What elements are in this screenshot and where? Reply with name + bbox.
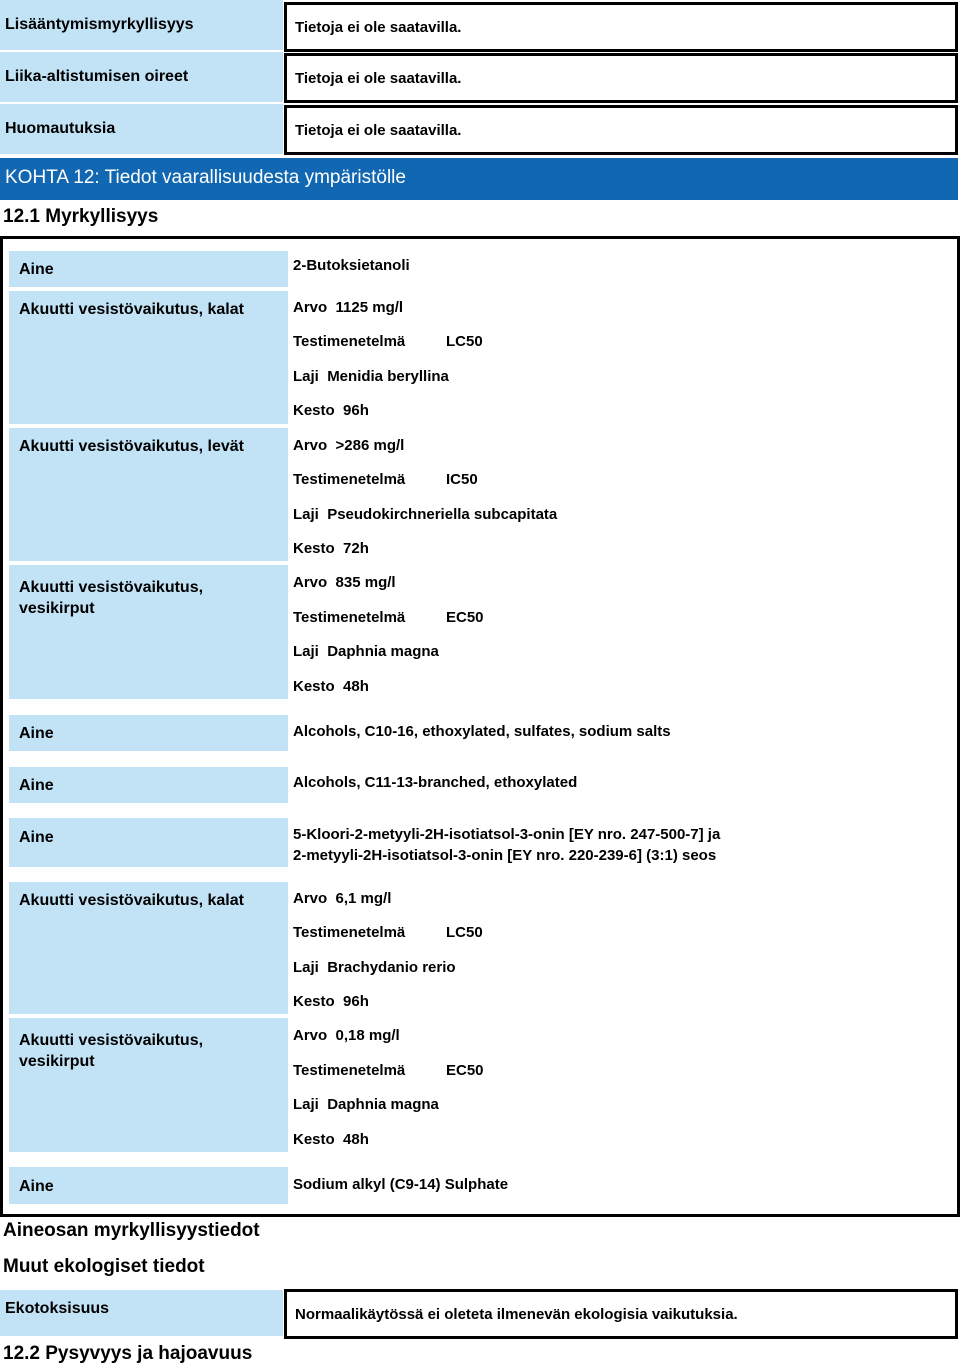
kesto-value: 48h <box>343 1131 369 1148</box>
laji-line <box>293 643 439 660</box>
aine-label: Aine <box>9 767 288 803</box>
kesto-line <box>293 540 369 557</box>
aine-label: Aine <box>9 1167 288 1204</box>
method-value: LC50 <box>446 924 483 941</box>
effect-label-line1: Akuutti vesistövaikutus, <box>19 579 204 596</box>
arvo-value: 6,1 mg/l <box>335 890 392 907</box>
substance-name-line1: 5-Kloori-2-metyyli-2H-isotiatsol-3-onin [EY nro. 247-500-7] ja <box>293 826 721 843</box>
arvo-key: Arvo <box>293 1027 328 1044</box>
laji-key: Laji <box>293 1096 319 1113</box>
laji-value: Brachydanio rerio <box>327 959 456 976</box>
arvo-line <box>293 890 391 907</box>
laji-key: Laji <box>293 959 319 976</box>
arvo-value: >286 mg/l <box>335 437 405 454</box>
method-line <box>293 1062 484 1079</box>
next-subsection-title: 12.2 Pysyvyys ja hajoavuus <box>3 1343 253 1364</box>
kesto-key: Kesto <box>293 540 335 557</box>
arvo-key: Arvo <box>293 574 328 591</box>
laji-key: Laji <box>293 643 319 660</box>
laji-line <box>293 1096 439 1113</box>
row-value-remarks: Tietoja ei ole saatavilla. <box>284 105 958 155</box>
method-line <box>293 609 484 626</box>
row-label-reproductive-toxicity: Lisääntymismyrkyllisyys <box>0 0 283 50</box>
method-value: EC50 <box>446 609 484 626</box>
row-label-remarks: Huomautuksia <box>0 104 283 154</box>
method-value: IC50 <box>446 471 478 488</box>
arvo-key: Arvo <box>293 437 328 454</box>
section-header: KOHTA 12: Tiedot vaarallisuudesta ympäristölle <box>0 158 958 200</box>
arvo-key: Arvo <box>293 890 328 907</box>
substance-name: 2-Butoksietanoli <box>293 257 410 274</box>
arvo-line <box>293 1027 400 1044</box>
effect-label-fish: Akuutti vesistövaikutus, kalat <box>9 291 288 424</box>
kesto-line <box>293 402 369 419</box>
ecotox-value: Normaalikäytössä ei oleteta ilmenevän ekologisia vaikutuksia. <box>284 1289 958 1339</box>
arvo-line <box>293 437 404 454</box>
laji-value: Pseudokirchneriella subcapitata <box>327 506 558 523</box>
arvo-value: 0,18 mg/l <box>335 1027 400 1044</box>
effect-label-daphnia <box>9 565 288 699</box>
method-key: Testimenetelmä <box>293 471 406 488</box>
effect-label-line2: vesikirput <box>19 600 95 617</box>
kesto-key: Kesto <box>293 678 335 695</box>
effect-label-line2: vesikirput <box>19 1053 95 1070</box>
substance-name: Alcohols, C10-16, ethoxylated, sulfates, sodium salts <box>293 723 671 740</box>
method-key: Testimenetelmä <box>293 609 406 626</box>
substance-name: Alcohols, C11-13-branched, ethoxylated <box>293 774 578 791</box>
kesto-value: 96h <box>343 402 369 419</box>
row-value-overexposure-symptoms: Tietoja ei ole saatavilla. <box>284 53 958 103</box>
laji-line <box>293 368 449 385</box>
kesto-key: Kesto <box>293 402 335 419</box>
laji-key: Laji <box>293 506 319 523</box>
subsection-title: 12.1 Myrkyllisyys <box>3 206 159 227</box>
laji-value: Menidia beryllina <box>327 368 449 385</box>
kesto-line <box>293 1131 369 1148</box>
method-line <box>293 333 483 350</box>
method-key: Testimenetelmä <box>293 924 406 941</box>
ecotox-label: Ekotoksisuus <box>0 1290 283 1336</box>
kesto-line <box>293 678 369 695</box>
kesto-key: Kesto <box>293 1131 335 1148</box>
effect-label-line1: Akuutti vesistövaikutus, <box>19 1032 204 1049</box>
effect-label-daphnia <box>9 1018 288 1152</box>
laji-key: Laji <box>293 368 319 385</box>
aine-label: Aine <box>9 715 288 751</box>
method-line <box>293 924 483 941</box>
laji-line <box>293 506 557 523</box>
effect-label-fish: Akuutti vesistövaikutus, kalat <box>9 882 288 1014</box>
arvo-value: 835 mg/l <box>335 574 396 591</box>
laji-value: Daphnia magna <box>327 643 439 660</box>
aine-label: Aine <box>9 818 288 867</box>
method-key: Testimenetelmä <box>293 1062 406 1079</box>
arvo-value: 1125 mg/l <box>335 299 404 316</box>
laji-value: Daphnia magna <box>327 1096 439 1113</box>
arvo-line <box>293 299 403 316</box>
method-value: LC50 <box>446 333 483 350</box>
kesto-value: 96h <box>343 993 369 1010</box>
arvo-line <box>293 574 396 591</box>
row-label-overexposure-symptoms: Liika-altistumisen oireet <box>0 52 283 102</box>
method-line <box>293 471 478 488</box>
kesto-key: Kesto <box>293 993 335 1010</box>
row-value-reproductive-toxicity: Tietoja ei ole saatavilla. <box>284 2 958 52</box>
aine-label: Aine <box>9 251 288 287</box>
substance-name: Sodium alkyl (C9-14) Sulphate <box>293 1176 509 1193</box>
method-value: EC50 <box>446 1062 484 1079</box>
kesto-value: 72h <box>343 540 369 557</box>
effect-label-algae: Akuutti vesistövaikutus, levät <box>9 428 288 561</box>
laji-line <box>293 959 456 976</box>
substance-name-line2: 2-metyyli-2H-isotiatsol-3-onin [EY nro. 220-239-6] (3:1) seos <box>293 847 717 864</box>
kesto-line <box>293 993 369 1010</box>
method-key: Testimenetelmä <box>293 333 406 350</box>
arvo-key: Arvo <box>293 299 328 316</box>
kesto-value: 48h <box>343 678 369 695</box>
other-eco-title: Muut ekologiset tiedot <box>3 1256 205 1277</box>
component-toxicity-title: Aineosan myrkyllisyystiedot <box>3 1220 260 1241</box>
